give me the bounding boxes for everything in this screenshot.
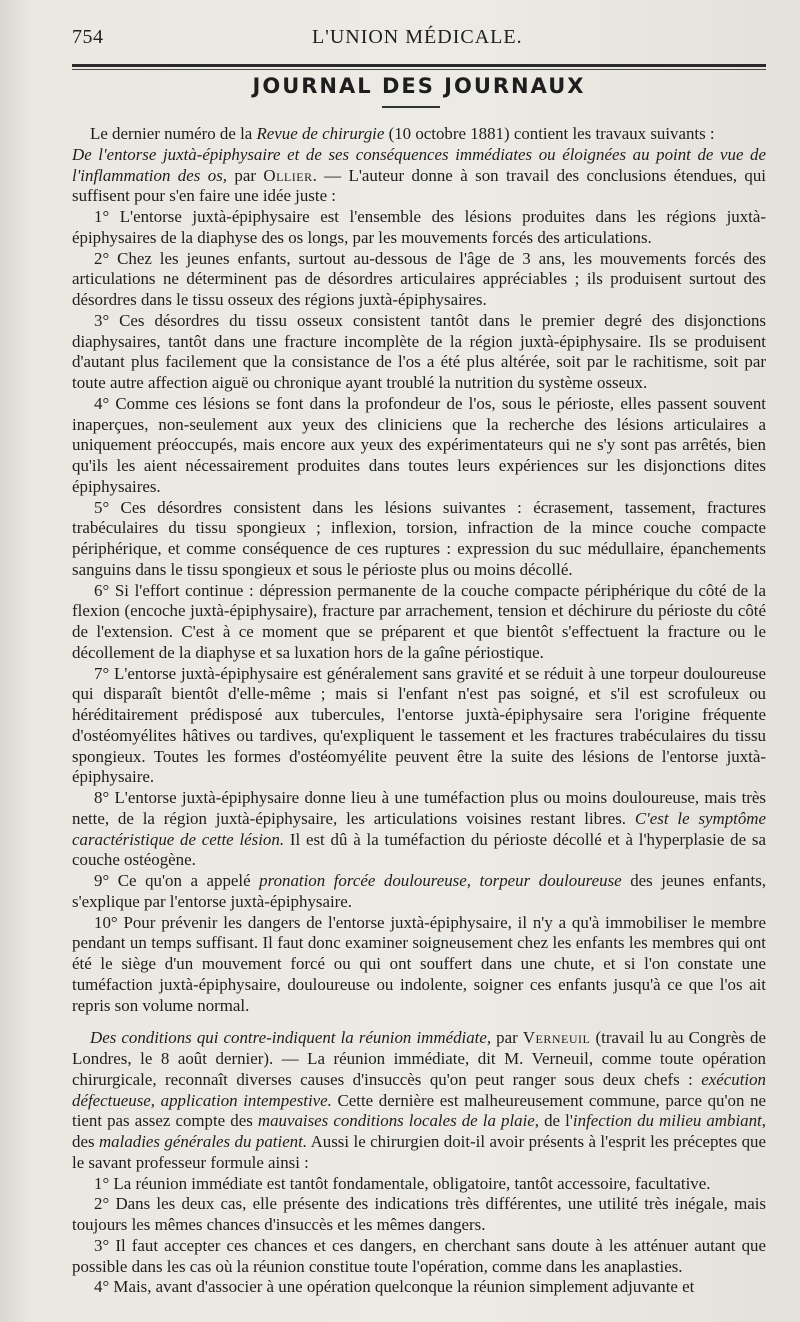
paragraph-10: 10° Pour prévenir les dangers de l'entorse juxtà-épiphysaire, il n'y a qu'à immobiliser le membre pendant un temps suffisant. Il faut donc examiner soigneusement chez les enfants les membres qui ont été le siège d'un mouvement forcé ou qui ont souffert dans une chute, et si l'on constate une tuméfaction juxtà-épiphysaire, douloureuse ou indolente, soigner ces enfants jusqu'à ce que l'os ait repris son volume normal. <box>72 912 766 1015</box>
page-number: 754 <box>72 26 104 48</box>
text-run: Aussi le chirurgien doit-il avoir présents à l'esprit les préceptes que le savant professeur formule ainsi : <box>72 1132 766 1172</box>
italic-run: exécution défectueuse, application intempestive. <box>72 1069 766 1110</box>
intro-text: (10 octobre 1881) contient les travaux suivants : <box>384 124 715 143</box>
intro-text: . — L'auteur donne à son travail des conclusions étendues, qui suffisent pour s'en faire une idée juste : <box>72 165 766 206</box>
by-text: par <box>491 1028 523 1048</box>
precept-2: 2° Dans les deux cas, elle présente des indications très différentes, une utilité très inégale, mais toujours les mêmes chances d'insuccès et les mêmes dangers. <box>72 1194 766 1234</box>
text-run: , de l' <box>534 1111 573 1131</box>
paragraph-9 <box>72 871 766 913</box>
text-run: (travail lu au Congrès de Londres, le 8 août dernier). — La réunion immédiate, dit M. Verneuil, comme toute opération chirurgicale, reconnaît diverses causes d'insuccès qu'on peut ranger sous deux chefs : <box>72 1028 767 1089</box>
paragraph-8 <box>72 788 766 871</box>
article1-heading <box>72 145 766 207</box>
italic-run: mauvaises conditions locales de la plaie <box>257 1111 535 1131</box>
author-name: Verneuil <box>522 1028 591 1048</box>
paragraph-4: 4° Comme ces lésions se font dans la profondeur de l'os, sous le périoste, elles passent souvent inaperçues, non-seulement aux yeux des cliniciens que la recherche des lésions articulaires a uniquement préoccupés, mais encore aux yeux des expérimentateurs qui ne s'y sont pas arrêtés, bien qu'ils les aient nécessairement produites dans toutes leurs expériences sur les disjonctions dites épiphysaires. <box>72 393 766 496</box>
by-text: par <box>226 165 264 185</box>
italic-run: C'est le symptôme caractéristique de cette lésion. <box>72 808 767 849</box>
header-rule <box>72 64 766 67</box>
article-body <box>72 124 766 1298</box>
italic-run: infection du milieu ambiant <box>572 1111 762 1131</box>
article2-intro <box>72 1028 766 1173</box>
paragraph-1: 1° L'entorse juxtà-épiphysaire est l'ensemble des lésions produites dans les régions juxtà-épiphysaires de la diaphyse des os longs, par les mouvements forcés des articulations. <box>72 207 766 247</box>
paragraph-2: 2° Chez les jeunes enfants, surtout au-dessous de l'âge de 3 ans, les mouvements forcés des articulations ne déterminent pas de désordres articulaires appréciables ; ils produisent surtout des désordres dans le tissu osseux des régions juxtà-épiphysaires. <box>72 248 766 309</box>
precept-4: 4° Mais, avant d'associer à une opération quelconque la réunion simplement adjuvante et <box>94 1277 695 1297</box>
article-separator <box>72 1016 766 1028</box>
text-run: Il est dû à la tuméfaction du périoste décollé et à l'hyperplasie de sa couche ostéogène. <box>72 829 766 870</box>
text-run: des jeunes enfants, s'explique par l'entorse juxtà-épiphysaire. <box>72 871 766 911</box>
work-title: De l'entorse juxtà-épiphysaire et de ses conséquences immédiates ou éloignées au point de vue de l'inflammation des os, <box>72 144 766 185</box>
work-title: Des conditions qui contre-indiquent la réunion immédiate, <box>90 1028 492 1048</box>
paragraph-5: 5° Ces désordres consistent dans les lésions suivantes : écrasement, tassement, fractures trabéculaires du tissu spongieux ; inflexion, torsion, infraction de la mince couche compacte périphérique, et comme conséquence de ces ruptures : expression du suc médullaire, épanchements sanguins dans le tissu spongieux et sous le périoste plus ou moins décollé. <box>72 497 766 579</box>
text-run: , des <box>72 1111 766 1151</box>
text-run: Cette dernière est malheureusement commune, parce qu'on ne tient pas assez compte des <box>72 1090 767 1131</box>
precept-3: 3° Il faut accepter ces chances et ces dangers, en cherchant sans doute à les atténuer autant que possible dans les cas où la réunion constitue toute l'opération, comme dans les anaplasties. <box>72 1235 766 1276</box>
article1-intro <box>72 124 766 145</box>
paragraph-7: 7° L'entorse juxtà-épiphysaire est généralement sans gravité et se réduit à une torpeur douloureuse qui disparaît bientôt d'elle-même ; mais si l'enfant n'est pas soigné, et s'il est scrofuleux ou héréditairement prédisposé aux tubercules, l'entorse juxtà-épiphysaire sera l'origine fréquente d'ostéomyélites hâtives ou tardives, qu'expliquent le tassement et les fractures trabéculaires du tissu spongieux. Toutes les formes d'ostéomyélite peuvent être la suite des lésions de l'entorse juxtà-épiphysaire. <box>72 663 766 787</box>
author-name: Ollier <box>263 165 313 185</box>
header-rule-thin <box>72 69 766 70</box>
precept-1: 1° La réunion immédiate est tantôt fondamentale, obligatoire, tantôt accessoire, facultative. <box>94 1173 711 1193</box>
intro-text: Le dernier numéro de la <box>90 124 257 143</box>
text-run: 8° L'entorse juxtà-épiphysaire donne lieu à une tuméfaction plus ou moins douloureuse, mais très nette, de la région juxtà-épiphysaire, les articulations voisines restant libres. <box>72 788 766 828</box>
section-title: JOURNAL DES JOURNAUX <box>252 74 586 98</box>
italic-run: pronation forcée douloureuse, torpeur douloureuse <box>259 871 622 890</box>
paragraph-6: 6° Si l'effort continue : dépression permanente de la couche compacte périphérique du côté de la flexion (encoche juxtà-épiphysaire), fracture par arrachement, tension et déchirure du périoste du côté de l'extension. C'est à ce moment que se préparent et que bientôt s'effectuent la fracture ou le décollement de la diaphyse et sa luxation hors de la gaîne périostique. <box>72 580 766 662</box>
italic-run: maladies générales du patient. <box>98 1132 308 1151</box>
title-rule <box>382 106 440 108</box>
paragraph-3: 3° Ces désordres du tissu osseux consistent tantôt dans le premier degré des disjonctions diaphysaires, tantôt dans une fracture incomplète de la région juxtà-épiphysaire. Ils se produisent d'autant plus facilement que la consistance de l'os a été plus altérée, soit par le rachitisme, soit par toute autre affection aiguë ou chronique ayant troublé la nutrition du système osseux. <box>72 310 766 392</box>
journal-name: Revue de chirurgie <box>256 124 385 143</box>
text-run: 9° Ce qu'on a appelé <box>94 871 260 890</box>
page-header <box>72 26 760 56</box>
running-title: L'UNION MÉDICALE. <box>312 26 523 48</box>
